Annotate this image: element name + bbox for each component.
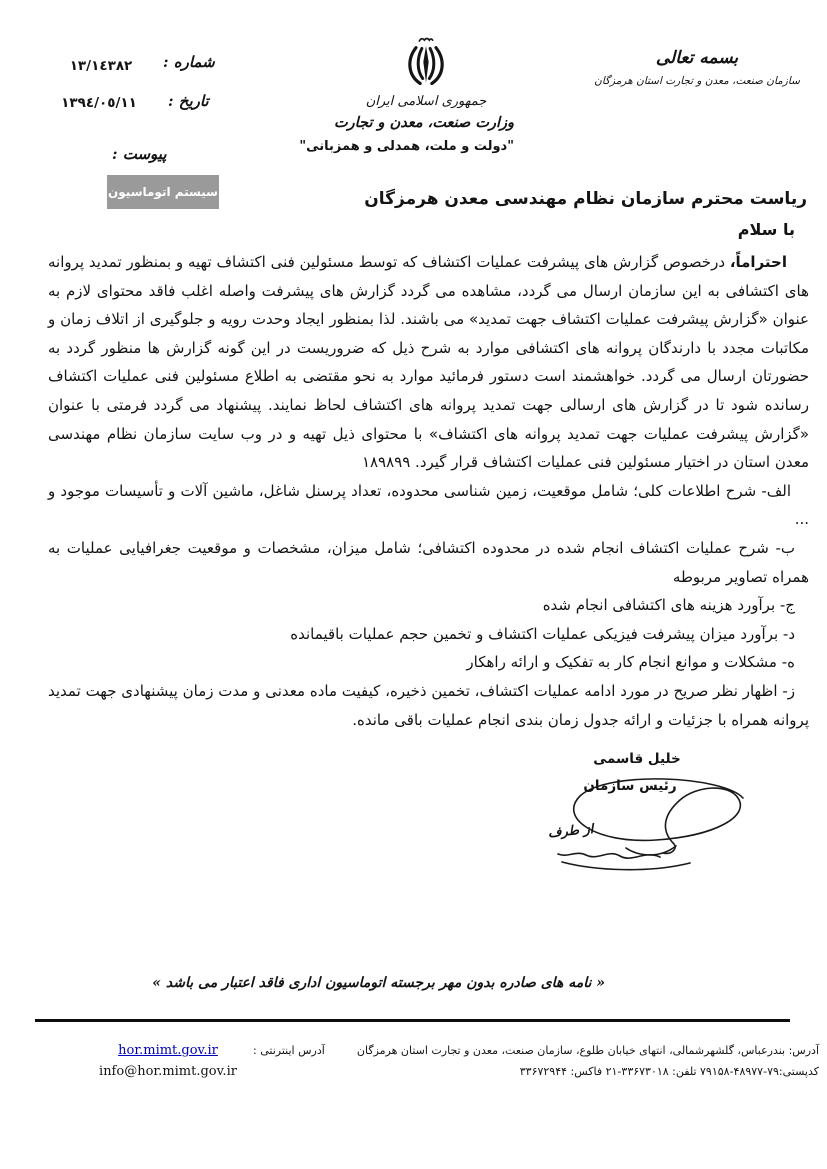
recipient-title: ریاست محترم سازمان نظام مهندسی معدن هرمزگان	[364, 189, 807, 209]
bismillah-text: بسمه تعالی	[655, 48, 739, 68]
main-paragraph	[48, 248, 809, 477]
website-link[interactable]: hor.mimt.gov.ir	[118, 1043, 218, 1058]
automation-system-stamp: سیستم اتوماسیون	[107, 175, 219, 209]
signature-scribble	[538, 756, 768, 871]
signer-title: رئیس سازمان	[583, 778, 677, 794]
salutation: با سلام	[737, 220, 795, 239]
letterhead-right	[577, 48, 817, 87]
number-label: شماره :	[163, 53, 215, 71]
footer-divider	[35, 1019, 790, 1022]
letterhead-center	[299, 34, 514, 154]
signer-name: خلیل قاسمی	[593, 751, 681, 767]
web-address-label: آدرس اینترنتی :	[253, 1044, 325, 1057]
email-address[interactable]: info@hor.mimt.gov.ir	[99, 1064, 237, 1079]
date-label: تاریخ :	[168, 92, 209, 110]
lead-word: احتراماً،	[729, 253, 787, 271]
year-slogan: "دولت و ملت، همدلی و همزبانی"	[299, 139, 514, 154]
on-behalf-note: از طرف	[547, 822, 594, 841]
list-item-he: ه- مشکلات و موانع انجام کار به تفکیک و ارائه راهکار	[466, 653, 795, 672]
footer-address-block	[356, 1040, 819, 1082]
province-org-name: سازمان صنعت، معدن و تجارت استان هرمزگان	[594, 75, 800, 87]
ministry-name: وزارت صنعت، معدن و تجارت	[334, 114, 514, 131]
list-item-ze: ز- اظهار نظر صریح در مورد ادامه عملیات اکتشاف، تخمین ذخیره، کیفیت ماده معدنی و مدت زمان پیشنهادی جهت تمدید پروانه همراه با جزئیات و ارائه جدول زمان بندی انجام عملیات باقی مانده.	[48, 681, 809, 729]
document-date-value: ١٣٩٤/٠٥/١١	[61, 95, 137, 111]
footer-links	[98, 1040, 238, 1082]
country-name: جمهوری اسلامی ایران	[365, 94, 487, 109]
postal-address: آدرس: بندرعباس، گلشهرشمالی، انتهای خیابان طلوع، سازمان صنعت، معدن و تجارت استان هرمزگان	[356, 1044, 819, 1057]
contact-numbers: کدپستی:۷۹-۴۸۹۷۷-۷۹۱۵۸ تلفن: ۳۳۶۷۳۰۱۸-۲۱ فاکس: ۳۳۶۷۲۹۴۴	[519, 1065, 819, 1078]
document-number-value: ١٣/١٤٣٨٢	[69, 58, 133, 74]
attachment-label: پیوست :	[112, 145, 167, 163]
list-item-jim: ج- برآورد هزینه های اکتشافی انجام شده	[542, 596, 795, 615]
letter-body	[48, 248, 809, 734]
list-item-alef: الف- شرح اطلاعات کلی؛ شامل موقعیت، زمین شناسی محدوده، تعداد پرسنل شاغل، ماشین آلات و تأسیسات موجود و ...	[48, 481, 809, 529]
list-item-dal: د- برآورد میزان پیشرفت فیزیکی عملیات اکتشاف و تخمین حجم عملیات باقیمانده	[290, 624, 795, 643]
validity-note: « نامه های صادره بدون مهر برجسته اتوماسیون اداری فاقد اعتبار می باشد »	[152, 975, 605, 991]
list-item-be: ب- شرح عملیات اکتشاف انجام شده در محدوده اکتشافی؛ شامل میزان، مشخصات و موقعیت جغرافیایی عملیات به همراه تصاویر مربوطه	[48, 538, 809, 586]
iran-emblem-icon	[401, 34, 451, 88]
paragraph-text: درخصوص گزارش های پیشرفت عملیات اکتشاف که توسط مسئولین فنی اکتشاف تهیه و بمنظور تمدید پروانه های اکتشافی به این سازمان ارسال می گردد، مشاهده می گردد گزارش های پیشرفت واصله اغلب فاقد محتوای لازم به عنوان «گزارش پیشرفت عملیات اکتشاف جهت تمدید» می باشند. لذا بمنظور ایجاد وحدت رویه و جلوگیری از اتلاف زمان و مکاتبات مجدد با دارندگان پروانه های اکتشافی موارد به شرح ذیل که ضروریست در این گونه گزارش ها منظور گردد به حضورتان ارسال می گردد. خواهشمند است دستور فرمائید موارد به نحو مقتضی به اطلاع مسئولین فنی عملیات اکتشاف رسانده شود تا در گزارش های ارسالی جهت تمدید پروانه های اکتشاف لحاظ نمایند. پیشنهاد می گردد فرمتی با عنوان «گزارش پیشرفت عملیات جهت تمدید پروانه های اکتشاف» با محتوای ذیل تهیه و در وب سایت سازمان نظام مهندسی معدن استان در اختیار مسئولین فنی عملیات اکتشاف قرار گیرد. ١٨٩٨٩٩	[48, 253, 809, 472]
